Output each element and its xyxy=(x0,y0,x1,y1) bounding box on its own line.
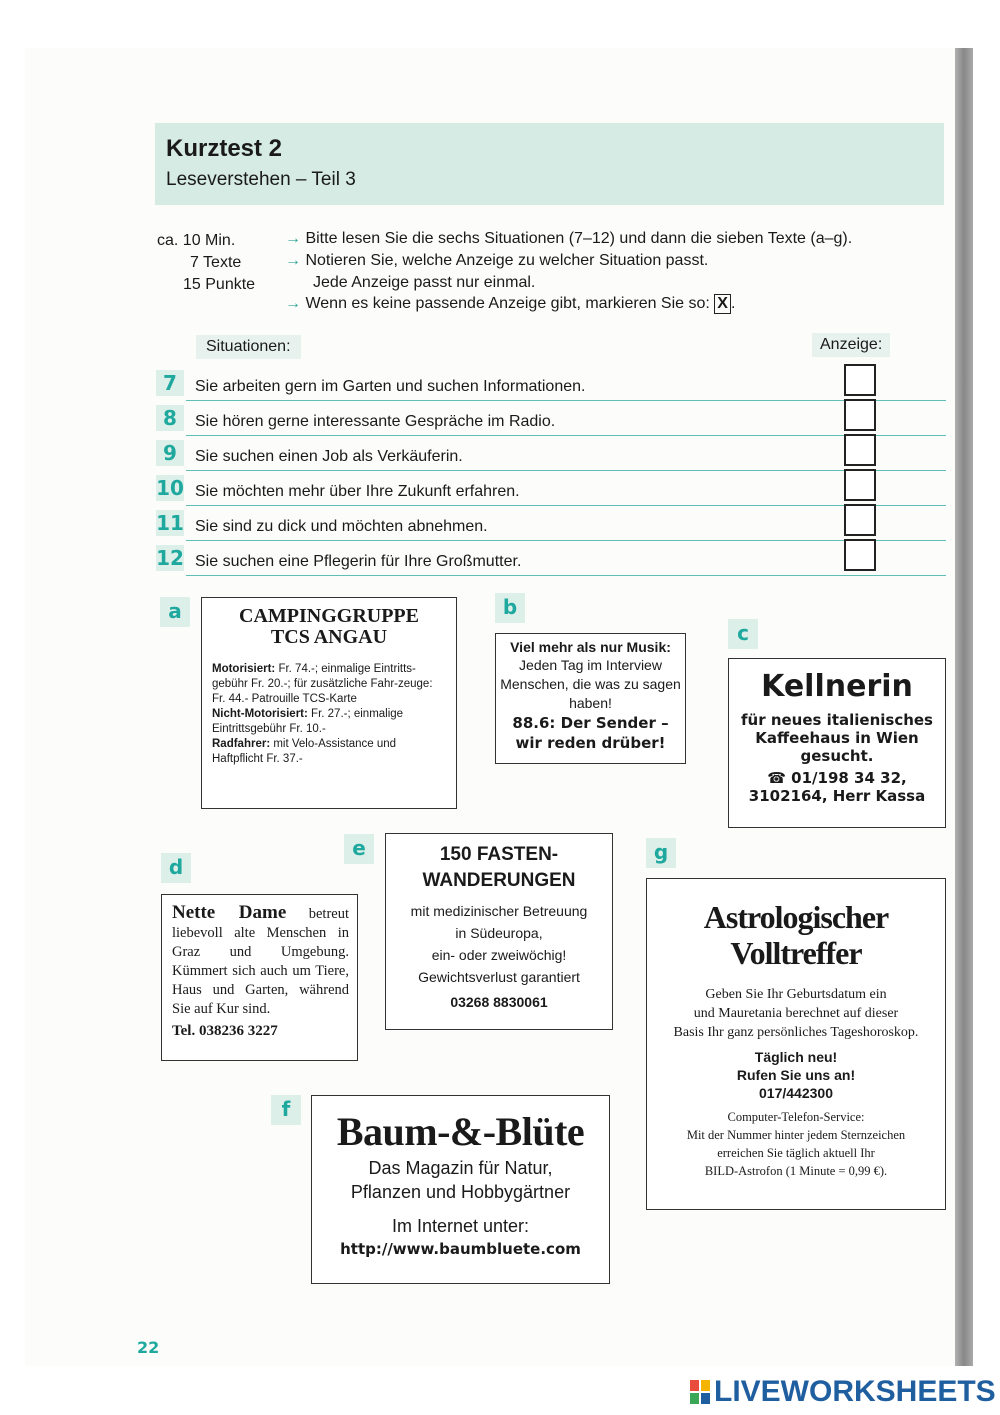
situation-row xyxy=(156,370,946,404)
situation-row xyxy=(156,405,946,439)
ad-f-body: Das Magazin für Natur, Pflanzen und Hobbygärtner Im Internet unter: xyxy=(350,1158,571,1236)
ad-g-service: Computer-Telefon-Service: Mit der Nummer hinter jedem Sternzeichen erreichen Sie täglich aktuell Ihr BILD-Astrofon (1 Minute = 0,99 €). xyxy=(686,1110,906,1178)
answer-box-10[interactable] xyxy=(844,469,876,501)
ad-g-phone: 017/442300 xyxy=(759,1085,833,1101)
liveworksheets-logo xyxy=(690,1375,996,1409)
situation-number: 12 xyxy=(156,546,184,570)
arrow-right-icon: → xyxy=(285,295,301,312)
situation-number: 7 xyxy=(156,370,184,396)
page-number: 22 xyxy=(137,1338,160,1357)
situation-number: 11 xyxy=(156,511,184,535)
ad-a-body: Motorisiert: Fr. 74.-; einmalige Eintritts-gebühr Fr. 20.-; für zusätzliche Fahr-zeuge: Fr. 44.- Patrouille TCS-Karte Nicht-Motorisiert: Fr. 27.-; einmalige Eintrittsgebühr Fr. 10.- Radfahrer: mit Velo-Assistance und Haftpflicht Fr. 37.- xyxy=(212,663,433,765)
ad-b-foot: 88.6: Der Sender – wir reden drüber! xyxy=(512,714,669,752)
x-mark-example: X xyxy=(714,294,731,314)
ad-f-url: http://www.baumbluete.com xyxy=(340,1240,581,1258)
ad-letter-b: b xyxy=(495,593,525,623)
row-line xyxy=(186,505,946,506)
ad-g-title: Astrologischer Volltreffer xyxy=(703,899,889,971)
ad-letter-e: e xyxy=(344,834,374,864)
texts-info: 7 Texte xyxy=(190,254,242,271)
brand-name: LIVEWORKSHEETS xyxy=(714,1375,996,1408)
situation-number: 10 xyxy=(156,476,184,500)
ad-letter-d: d xyxy=(161,853,191,883)
ad-g-text: Geben Sie Ihr Geburtsdatum ein und Mauretania berechnet auf dieser Basis Ihr ganz persönliches Tageshoroskop. xyxy=(673,987,919,1040)
ad-letter-f: f xyxy=(271,1095,301,1125)
situation-text: Sie möchten mehr über Ihre Zukunft erfahren. xyxy=(195,483,520,500)
answer-box-7[interactable] xyxy=(844,364,876,396)
book-spine xyxy=(955,48,973,1366)
ad-a-title: CAMPINGGRUPPE TCS ANGAU xyxy=(239,605,419,648)
arrow-right-icon: → xyxy=(285,230,301,247)
points-info: 15 Punkte xyxy=(183,276,256,293)
row-line xyxy=(186,575,946,576)
ad-e-body: mit medizinischer Betreuung in Südeuropa, ein- oder zweiwöchig! Gewichtsverlust garantiert xyxy=(410,903,588,985)
instruction-4: → Wenn es keine passende Anzeige gibt, markieren Sie so: X . xyxy=(285,295,736,312)
row-line xyxy=(186,400,946,401)
time-info: ca. 10 Min. xyxy=(157,232,236,249)
instruction-1: → Bitte lesen Sie die sechs Situationen (7–12) und dann die sieben Texte (a–g). xyxy=(285,230,853,247)
page-title: Kurztest 2 xyxy=(166,135,283,162)
ad-e-title: 150 FASTEN- WANDERUNGEN xyxy=(422,844,576,891)
situation-row xyxy=(156,440,946,474)
ad-f-title: Baum-&-Blüte xyxy=(336,1109,585,1154)
ad-letter-a: a xyxy=(160,597,190,627)
instruction-2: → Notieren Sie, welche Anzeige zu welcher Situation passt. xyxy=(285,252,709,269)
ad-d-phone: Tel. 038236 3227 xyxy=(172,1023,278,1039)
row-line xyxy=(186,540,946,541)
arrow-right-icon: → xyxy=(285,252,301,269)
ad-b xyxy=(495,633,686,764)
situation-text: Sie suchen eine Pflegerin für Ihre Großmutter. xyxy=(195,553,522,570)
situation-number: 8 xyxy=(156,405,184,431)
ad-d-body: Nette Dame betreut liebevoll alte Menschen in Graz und Umgebung. Kümmert sich auch um Tiere, Haus und Garten, während Sie auf Kur sind. xyxy=(172,902,349,1017)
header-banner xyxy=(155,123,944,205)
ad-e xyxy=(385,833,613,1030)
ad-c-title: Kellnerin xyxy=(761,669,913,704)
situation-row xyxy=(156,475,946,509)
grid-logo-icon xyxy=(690,1380,710,1404)
situation-text: Sie sind zu dick und möchten abnehmen. xyxy=(195,518,488,535)
page-subtitle: Leseverstehen – Teil 3 xyxy=(166,169,356,190)
answer-box-8[interactable] xyxy=(844,399,876,431)
ad-c-phone: ☎ 01/198 34 32, xyxy=(767,769,907,787)
ad-c-body: für neues italienisches Kaffeehaus in Wien gesucht. ☎ 01/198 34 32, 3102164, Herr Kassa xyxy=(733,711,941,805)
instruction-3: Jede Anzeige passt nur einmal. xyxy=(313,274,536,291)
answer-box-9[interactable] xyxy=(844,434,876,466)
row-line xyxy=(186,435,946,436)
ad-g xyxy=(646,878,946,1210)
answer-box-12[interactable] xyxy=(844,539,876,571)
ad-g-callout: Täglich neu! Rufen Sie uns an! 017/442300 xyxy=(651,1048,941,1102)
ad-label: Anzeige: xyxy=(812,333,890,357)
situation-text: Sie suchen einen Job als Verkäuferin. xyxy=(195,448,463,465)
situation-row xyxy=(156,510,946,544)
ad-e-phone: 03268 8830061 xyxy=(450,994,548,1010)
ad-f xyxy=(311,1095,610,1284)
situations-label: Situationen: xyxy=(196,335,301,359)
situation-row xyxy=(156,545,946,579)
row-line xyxy=(186,470,946,471)
ad-b-body: Jeden Tag im Interview Menschen, die was zu sagen haben! xyxy=(500,657,681,711)
situation-number: 9 xyxy=(156,440,184,466)
ad-a xyxy=(201,597,457,809)
answer-box-11[interactable] xyxy=(844,504,876,536)
situation-text: Sie arbeiten gern im Garten und suchen Informationen. xyxy=(195,378,586,395)
ad-b-head: Viel mehr als nur Musik: xyxy=(510,639,671,655)
situation-text: Sie hören gerne interessante Gespräche im Radio. xyxy=(195,413,556,430)
ad-letter-g: g xyxy=(646,838,676,868)
ad-letter-c: c xyxy=(728,619,758,649)
ad-d xyxy=(161,894,358,1061)
ad-c xyxy=(728,658,946,828)
